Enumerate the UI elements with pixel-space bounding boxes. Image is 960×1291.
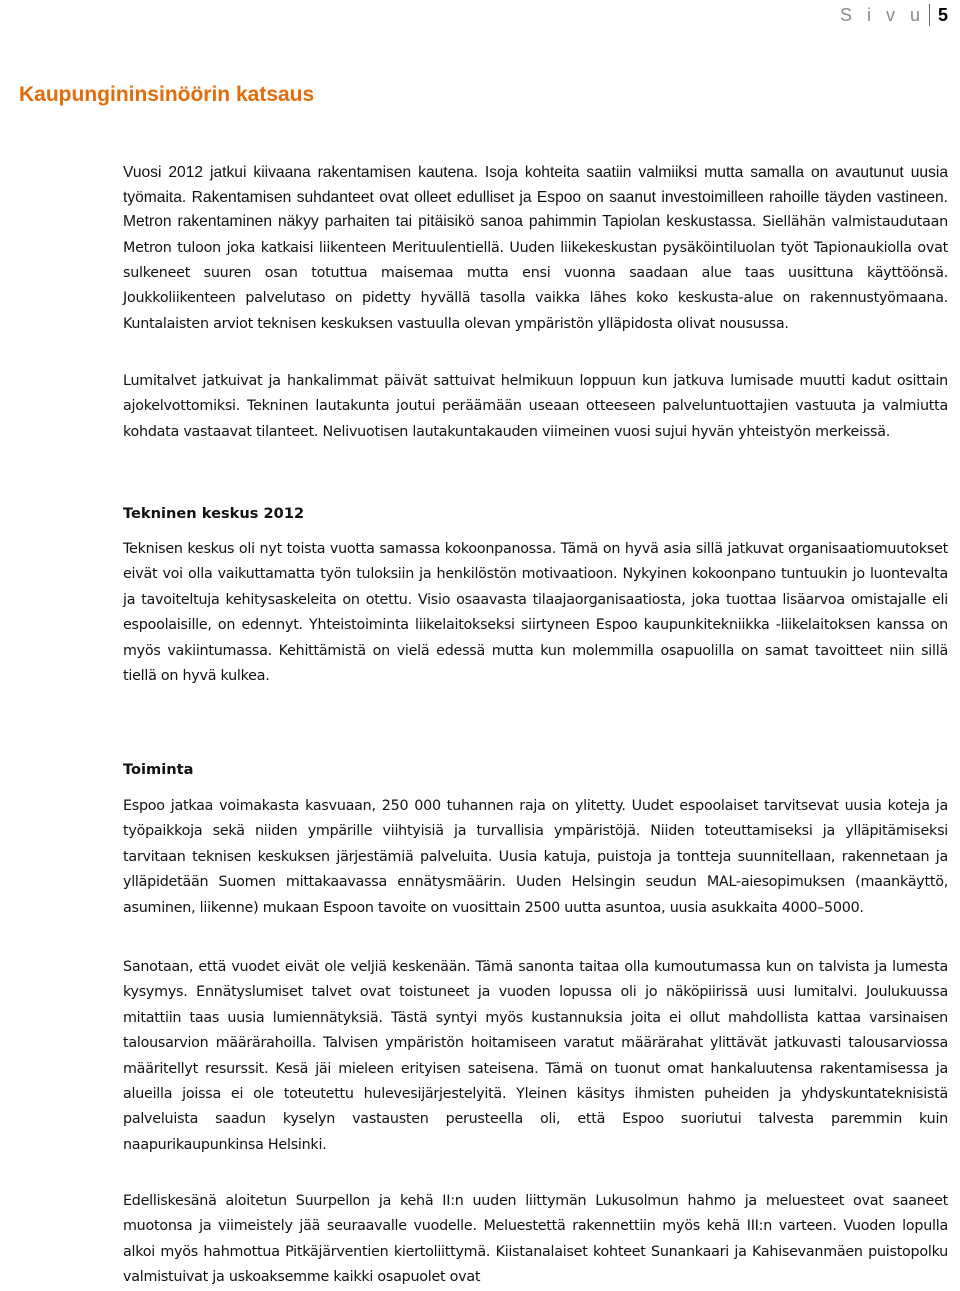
intro-paragraph-part2: Siellähän valmistaudutaan Metron tuloon joka katkaisi liikenteen Merituulentiellä. Uuden liikekeskustan pysäköintiluolan työt Tapionaukiolla ovat sulkeneet suuren osan totuttua maisemaa mutta ensi vuonna saadaan alue taas uusittuna käyttöönsä. Joukkoliikenteen palvelutaso on pidetty hyvällä tasolla vaikka lähes koko keskusta-alue on rakennustyömaana. Kuntalaisten arviot teknisen keskuksen vastuulla olevan ympäristön ylläpidosta olivat nousussa.	[123, 214, 948, 332]
toiminta-paragraph-2: Sanotaan, että vuodet eivät ole veljiä keskenään. Tämä sanonta taitaa olla kumoutumassa kun on talvista ja lumesta kysymys. Ennätyslumiset talvet ovat toistuneet ja vuoden lopussa oli jo näköpiirissä uusi lumitalvi. Joulukuussa mitattiin taas uusia lumiennätyksiä. Tästä syntyi myös kustannuksia joita ei ollut mahdollista kattaa varsinaisen talousarvion määrärahoilla. Talvisen ympäristön hoitamiseen varatut määrärahat ylittävät jatkuvasti talousarviossa määritellyt resurssit. Kesä jäi mieleen erityisen sateisena. Tämä on tuonut omat hankaluutensa rakentamisessa ja alueilla joissa ei ole toteutettu hulevesijärjestelyitä. Yleinen käsitys ihmisten puheiden ja yhdyskuntateknisistä palveluista saadun kyselyn vastausten perusteella oli, että Espoo suoriutui talvesta paremmin kuin naapurikaupunkinsa Helsinki.	[123, 959, 948, 1153]
document-title: Kaupungininsinöörin katsaus	[19, 83, 315, 106]
page-label: S i v u	[839, 4, 925, 25]
section-toiminta	[123, 761, 948, 778]
section-tekninen	[123, 505, 948, 522]
intro-paragraph	[123, 161, 948, 337]
page-header	[840, 0, 948, 30]
section-heading-toiminta: Toiminta	[123, 761, 194, 778]
intro-paragraph-part1: Vuosi 2012 jatkui kiivaana rakentamisen kautena. Isoja kohteita saatiin valmiiksi mutta samalla on avautunut uusia työmaita. Rakentamisen suhdanteet ovat olleet edulliset ja Espoo on saanut investoimilleen rahoille täyden vastineen. Metron rakentaminen näkyy parhaiten tai pitäisikö sanoa pahimmin Tapiolan keskustassa.	[123, 164, 948, 231]
section-toiminta-body-3	[123, 1189, 948, 1291]
section-toiminta-body	[123, 794, 948, 921]
toiminta-paragraph-1: Espoo jatkaa voimakasta kasvuaan, 250 000 tuhannen raja on ylitetty. Uudet espoolaiset tarvitsevat uusia koteja ja työpaikkoja sekä niiden ympärille viihtyisiä ja turvallisia ympäristöjä. Niiden toteuttamiseksi ja ylläpitämiseksi tarvitaan teknisen keskuksen järjestämiä palveluita. Uusia katuja, puistoja ja tontteja suunnitellaan, rakennetaan ja ylläpidetään Suomen mittakaavassa ennätysmäärin. Uuden Helsingin seudun MAL-aiesopimuksen (maankäyttö, asuminen, liikenne) mukaan Espoon tavoite on vuosittain 2500 uutta asuntoa, uusia asukkaita 4000–5000.	[123, 798, 948, 916]
page-separator	[929, 4, 930, 26]
winter-paragraph: Lumitalvet jatkuivat ja hankalimmat päivät sattuivat helmikuun loppuun kun jatkuva lumisade muutti kadut osittain ajokelvottomiksi. Tekninen lautakunta joutui peräämään useaan otteeseen palveluntuottajien vastuuta ja valmiutta kohdata vastaavat tilanteet. Nelivuotisen lautakuntakauden viimeinen vuosi sujui hyvän yhteistyön merkeissä.	[123, 373, 948, 440]
section-heading-tekninen: Tekninen keskus 2012	[123, 505, 305, 522]
winter-section	[123, 369, 948, 445]
page-number: 5	[937, 4, 948, 25]
section-toiminta-body-2	[123, 955, 948, 1158]
section-tekninen-body	[123, 537, 948, 689]
toiminta-paragraph-3: Edelliskesänä aloitetun Suurpellon ja kehä II:n uuden liittymän Lukusolmun hahmo ja meluesteet ovat saaneet muotonsa ja viimeistely jää seuraavalle vuodelle. Meluestettä rakennettiin myös kehä III:n varteen. Vuoden lopulla alkoi myös hahmottua Pitkäjärventien kiertoliittymä. Kiistanalaiset kohteet Sunankaari ja Kahisevanmäen puistopolku valmistuivat ja uskoaksemme kaikki osapuolet ovat	[123, 1193, 948, 1286]
intro-section	[123, 161, 948, 337]
tekninen-paragraph: Teknisen keskus oli nyt toista vuotta samassa kokoonpanossa. Tämä on hyvä asia sillä jatkuvat organisaatiomuutokset eivät voi olla vaikuttamatta työn tuloksiin ja henkilöstön motivaatioon. Nykyinen kokoonpano tuntuukin jo luontevalta ja tavoiteltuja kehitysaskeleita on otettu. Visio osaavasta tilaajaorganisaatiosta, joka tuottaa lisäarvoa omistajalle eli espoolaisille, on edennyt. Yhteistoiminta liikelaitokseksi siirtyneen Espoo kaupunkitekniikka -liikelaitoksen kanssa on myös vakiintumassa. Kehittämistä on vielä edessä mutta kun molemmilla osapuolilla on samat tavoitteet niin sillä tiellä on hyvä kulkea.	[123, 541, 948, 685]
